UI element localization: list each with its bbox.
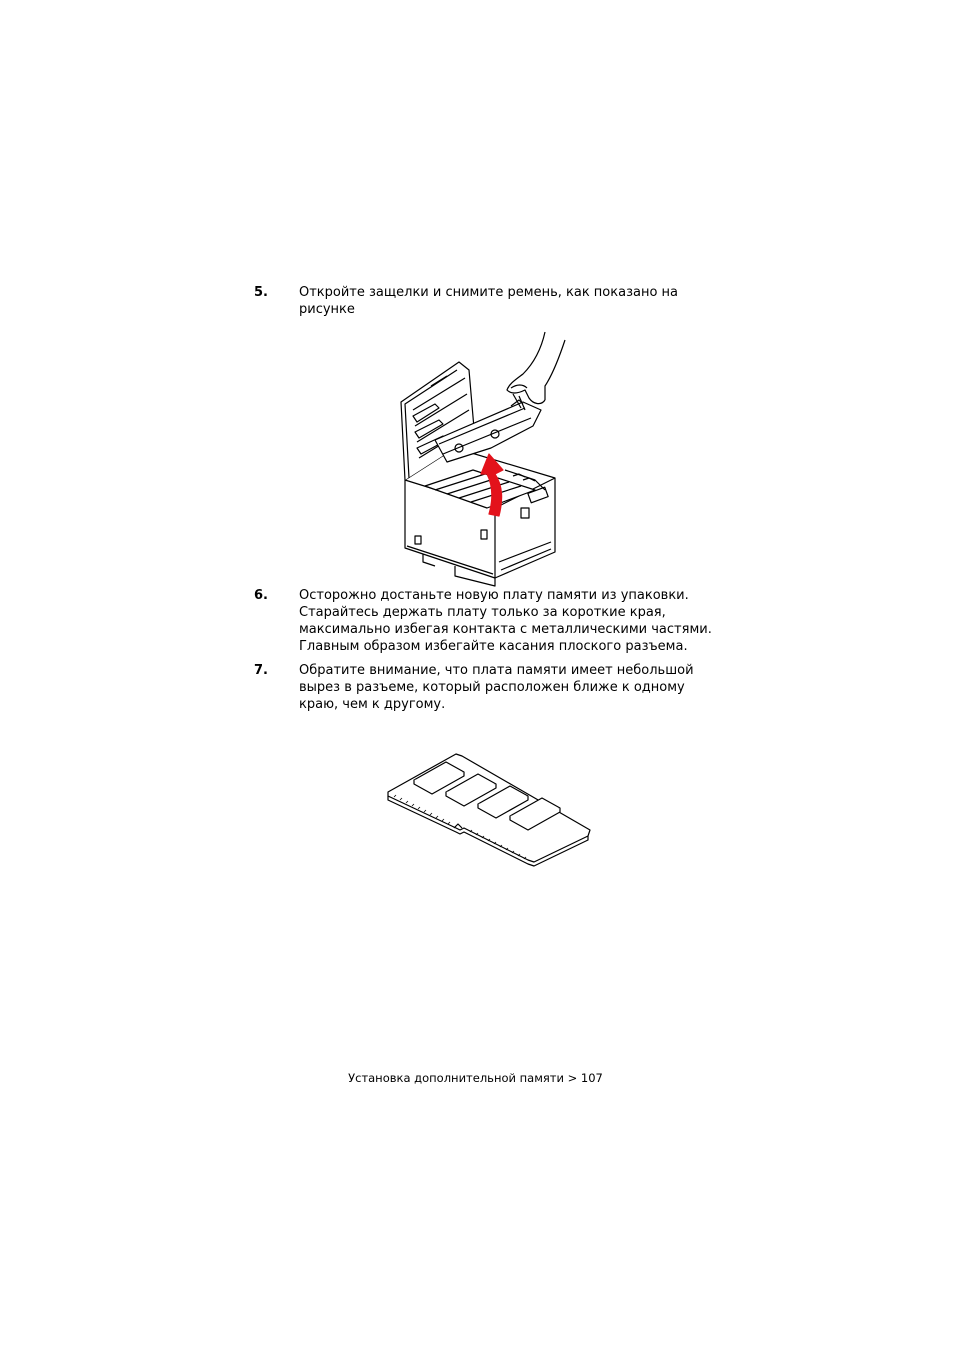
step-line: рисунке [299,302,355,317]
step-line: Старайтесь держать плату только за короткие края, [299,605,666,620]
step-line: Главным образом избегайте касания плоского разъема. [299,639,688,654]
step-number: 5. [254,285,268,300]
printer-belt-removal-illustration [395,330,570,588]
step-line: Откройте защелки и снимите ремень, как показано на [299,285,678,300]
memory-module-illustration [384,750,594,870]
step-number: 6. [254,588,268,603]
footer-text: Установка дополнительной памяти > 107 [348,1071,603,1085]
step-number: 7. [254,663,268,678]
step-line: вырез в разъеме, который расположен ближе к одному [299,680,685,695]
page-footer [0,1071,955,1085]
step-line: Обратите внимание, что плата памяти имеет небольшой [299,663,694,678]
step-line: краю, чем к другому. [299,697,446,712]
step-line: максимально избегая контакта с металлическими частями. [299,622,712,637]
step-text [299,587,729,655]
step-line: Осторожно достаньте новую плату памяти из упаковки. [299,588,689,603]
step-text [299,662,729,713]
step-text [299,284,729,318]
